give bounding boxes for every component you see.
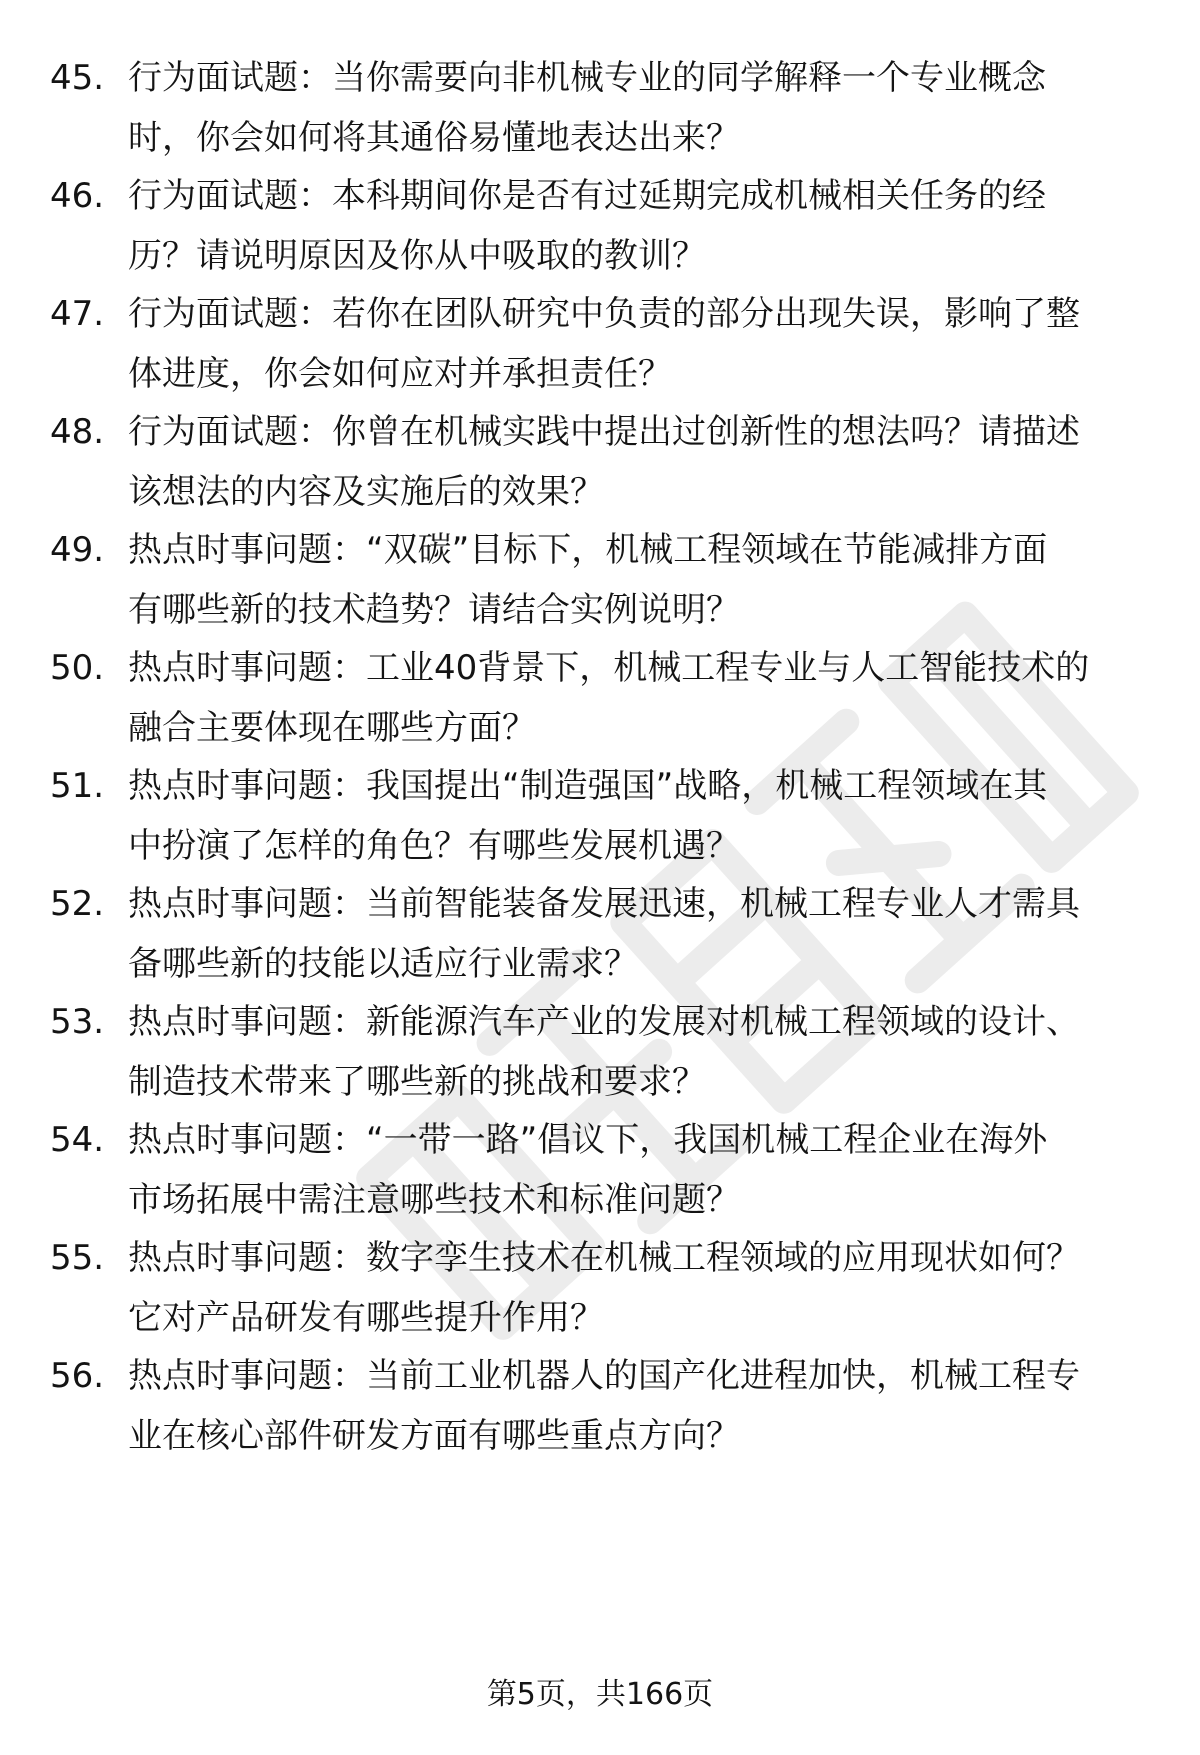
question-text — [128, 520, 1138, 640]
question-number: 53. — [50, 1002, 105, 1042]
question-line: 热点时事问题：数字孪生技术在机械工程领域的应用现状如何？ — [128, 1238, 1080, 1278]
question-item — [0, 166, 1200, 286]
question-number: 54. — [50, 1120, 105, 1160]
question-item — [0, 1346, 1200, 1466]
question-number: 45. — [50, 58, 105, 98]
question-line: 它对产品研发有哪些提升作用？ — [128, 1298, 604, 1338]
question-number: 47. — [50, 294, 105, 334]
question-number: 52. — [50, 884, 105, 924]
question-text — [128, 638, 1138, 758]
question-text — [128, 166, 1138, 286]
question-text — [128, 402, 1138, 522]
question-line: 热点时事问题：“一带一路”倡议下，我国机械工程企业在海外 — [128, 1120, 1048, 1160]
question-line: 有哪些新的技术趋势？请结合实例说明？ — [128, 590, 740, 630]
question-line: 业在核心部件研发方面有哪些重点方向？ — [128, 1416, 740, 1456]
question-number: 46. — [50, 176, 105, 216]
question-text — [128, 1110, 1138, 1230]
question-line: 行为面试题：若你在团队研究中负责的部分出现失误，影响了整 — [128, 294, 1080, 334]
question-line: 热点时事问题：“双碳”目标下，机械工程领域在节能减排方面 — [128, 530, 1048, 570]
question-item — [0, 48, 1200, 168]
question-number: 51. — [50, 766, 105, 806]
question-number: 50. — [50, 648, 105, 688]
question-line: 备哪些新的技能以适应行业需求？ — [128, 944, 638, 984]
question-number: 56. — [50, 1356, 105, 1396]
page-footer — [0, 1671, 1200, 1719]
question-line: 行为面试题：当你需要向非机械专业的同学解释一个专业概念 — [128, 58, 1046, 98]
question-item — [0, 638, 1200, 758]
question-line: 中扮演了怎样的角色？有哪些发展机遇？ — [128, 826, 740, 866]
question-line: 热点时事问题：当前智能装备发展迅速，机械工程专业人才需具 — [128, 884, 1080, 924]
question-number: 49. — [50, 530, 105, 570]
question-line: 行为面试题：你曾在机械实践中提出过创新性的想法吗？请描述 — [128, 412, 1080, 452]
question-item — [0, 1228, 1200, 1348]
question-line: 行为面试题：本科期间你是否有过延期完成机械相关任务的经 — [128, 176, 1046, 216]
page-number-label: 第5页，共166页 — [486, 1677, 714, 1712]
question-text — [128, 756, 1138, 876]
question-line: 该想法的内容及实施后的效果？ — [128, 472, 604, 512]
question-text — [128, 1228, 1138, 1348]
question-line: 市场拓展中需注意哪些技术和标准问题？ — [128, 1180, 740, 1220]
question-number: 55. — [50, 1238, 105, 1278]
question-text — [128, 992, 1138, 1112]
question-line: 时，你会如何将其通俗易懂地表达出来？ — [128, 118, 740, 158]
question-item — [0, 284, 1200, 404]
question-line: 体进度，你会如何应对并承担责任？ — [128, 354, 672, 394]
question-number: 48. — [50, 412, 105, 452]
question-line: 热点时事问题：当前工业机器人的国产化进程加快，机械工程专 — [128, 1356, 1080, 1396]
question-item — [0, 992, 1200, 1112]
question-item — [0, 756, 1200, 876]
question-item — [0, 874, 1200, 994]
question-line: 历？请说明原因及你从中吸取的教训？ — [128, 236, 706, 276]
question-text — [128, 874, 1138, 994]
question-text — [128, 284, 1138, 404]
question-text — [128, 1346, 1138, 1466]
question-line: 热点时事问题：新能源汽车产业的发展对机械工程领域的设计、 — [128, 1002, 1080, 1042]
question-line: 热点时事问题：我国提出“制造强国”战略，机械工程领域在其 — [128, 766, 1048, 806]
question-item — [0, 520, 1200, 640]
question-item — [0, 1110, 1200, 1230]
question-line: 融合主要体现在哪些方面？ — [128, 708, 536, 748]
question-line: 制造技术带来了哪些新的挑战和要求？ — [128, 1062, 706, 1102]
question-line: 热点时事问题：工业40背景下，机械工程专业与人工智能技术的 — [128, 648, 1090, 688]
question-item — [0, 402, 1200, 522]
question-text — [128, 48, 1138, 168]
